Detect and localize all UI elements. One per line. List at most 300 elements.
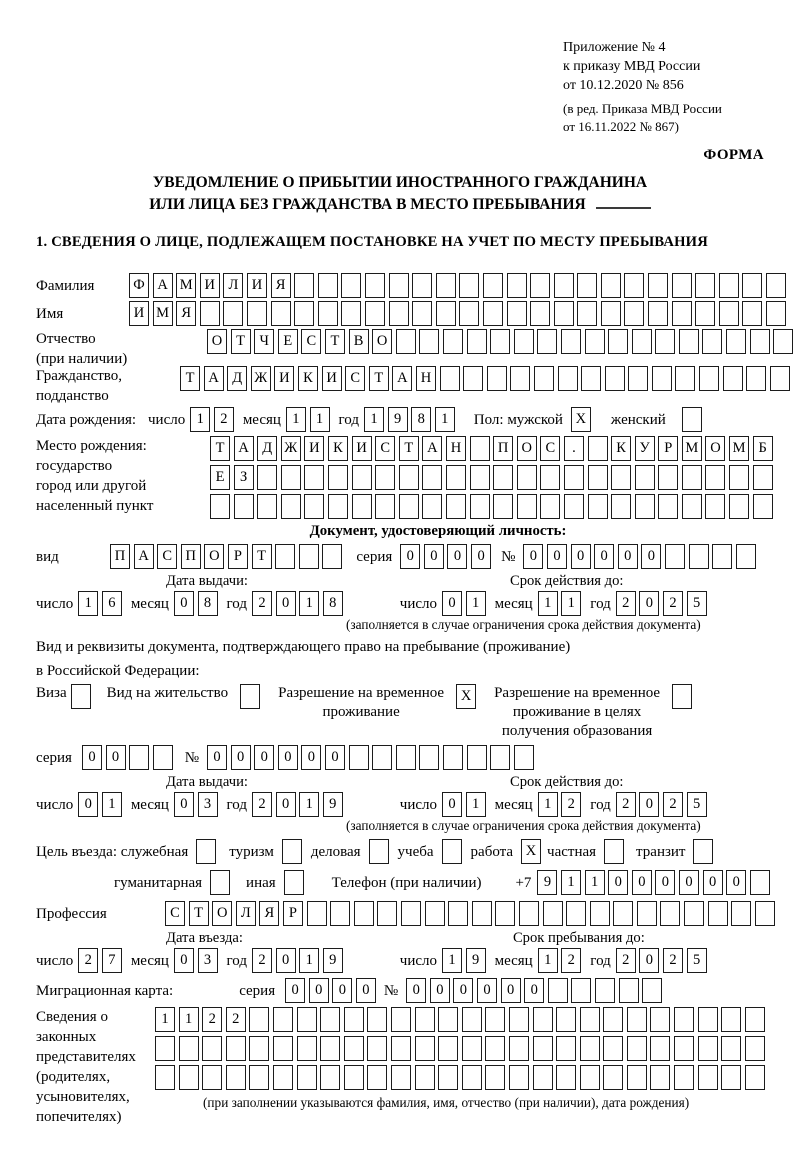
char-cell: 1 — [561, 870, 581, 895]
char-cell: 2 — [252, 792, 272, 817]
char-cell — [540, 465, 560, 490]
purpose-row — [36, 839, 790, 864]
entry-date-headers — [36, 929, 790, 947]
form-title-line2: ИЛИ ЛИЦА БЕЗ ГРАЖДАНСТВА В МЕСТО ПРЕБЫВАНИЯ — [0, 194, 800, 216]
birthplace-cells-row3 — [210, 494, 773, 519]
char-cell: 8 — [323, 591, 343, 616]
char-cell: И — [129, 301, 149, 326]
stay-number-cells — [207, 745, 534, 770]
char-cell: 1 — [364, 407, 384, 432]
purpose-official-checkbox — [196, 839, 216, 864]
char-cell: 0 — [703, 870, 723, 895]
birthplace-label: Место рождения: государство город или другой населенный пункт — [36, 438, 154, 514]
char-cell — [462, 1007, 482, 1032]
birthplace-cells-row2 — [210, 465, 773, 490]
char-cell: Н — [446, 436, 466, 461]
char-cell: О — [705, 436, 725, 461]
char-cell — [372, 745, 392, 770]
stay-doc-dates-row — [36, 792, 790, 817]
char-cell: 1 — [102, 792, 122, 817]
surname-row — [36, 273, 790, 298]
char-cell: М — [176, 273, 196, 298]
char-cell — [635, 465, 655, 490]
entry-date-group: число 2 7 месяц 0 3 год 2 0 1 9 — [36, 948, 352, 973]
purpose-tourism-group: туризм — [229, 839, 302, 864]
char-cell: З — [234, 465, 254, 490]
birth-month-cells — [286, 407, 330, 432]
char-cell: X — [571, 407, 591, 432]
char-cell: И — [247, 273, 267, 298]
char-cell: Ж — [251, 366, 271, 391]
stay-expiry-group: число 0 1 месяц 1 2 год 2 0 2 5 — [400, 792, 716, 817]
char-cell — [561, 329, 581, 354]
char-cell — [440, 366, 460, 391]
char-cell — [284, 870, 304, 895]
char-cell: Т — [399, 436, 419, 461]
char-cell — [514, 745, 534, 770]
char-cell — [281, 465, 301, 490]
char-cell: 1 — [310, 407, 330, 432]
char-cell — [240, 684, 260, 709]
char-cell — [674, 1007, 694, 1032]
char-cell — [377, 901, 397, 926]
char-cell — [419, 329, 439, 354]
char-cell — [699, 366, 719, 391]
char-cell — [275, 544, 295, 569]
char-cell — [412, 273, 432, 298]
char-cell — [702, 329, 722, 354]
stay-issue-year-cells — [252, 792, 343, 817]
char-cell: 1 — [78, 591, 98, 616]
char-cell — [534, 366, 554, 391]
char-cell — [682, 407, 702, 432]
char-cell — [595, 978, 615, 1003]
char-cell: 0 — [78, 792, 98, 817]
stay-until-year-cells — [616, 948, 707, 973]
char-cell — [698, 1036, 718, 1061]
id-expiry-day-cells — [442, 591, 486, 616]
char-cell — [674, 1036, 694, 1061]
char-cell — [470, 436, 490, 461]
char-cell: 0 — [442, 591, 462, 616]
visa-checkbox — [71, 684, 91, 709]
entry-month-cells — [174, 948, 218, 973]
char-cell: К — [328, 436, 348, 461]
id-series-label: серия — [356, 548, 393, 565]
purpose-private-group: частная — [547, 839, 624, 864]
char-cell — [577, 273, 597, 298]
char-cell: И — [322, 366, 342, 391]
purpose-work-group: работа X — [471, 839, 542, 864]
char-cell: 2 — [78, 948, 98, 973]
char-cell: 0 — [276, 792, 296, 817]
char-cell: 1 — [466, 591, 486, 616]
char-cell — [619, 978, 639, 1003]
visa-group — [36, 684, 91, 709]
char-cell — [509, 1036, 529, 1061]
id-issue-month-cells — [174, 591, 218, 616]
char-cell: 0 — [332, 978, 352, 1003]
char-cell: И — [304, 436, 324, 461]
id-number-cells — [523, 544, 755, 569]
id-issue-day-cells — [78, 591, 122, 616]
char-cell: 2 — [252, 948, 272, 973]
char-cell — [294, 301, 314, 326]
name-label: Имя — [36, 305, 64, 322]
char-cell: Р — [658, 436, 678, 461]
char-cell — [422, 494, 442, 519]
visa-label: Виза — [36, 685, 67, 701]
char-cell: О — [207, 329, 227, 354]
char-cell — [507, 301, 527, 326]
char-cell — [580, 1007, 600, 1032]
phone-cells — [537, 870, 769, 895]
char-cell — [665, 544, 685, 569]
edu-residence-checkbox — [672, 684, 692, 709]
char-cell — [655, 329, 675, 354]
char-cell — [369, 839, 389, 864]
birth-year-cells — [364, 407, 455, 432]
char-cell: 0 — [594, 544, 614, 569]
char-cell: 0 — [447, 544, 467, 569]
doc-kind-label: вид — [36, 548, 59, 565]
char-cell — [399, 465, 419, 490]
char-cell: П — [181, 544, 201, 569]
char-cell — [389, 273, 409, 298]
birthplace-row — [36, 436, 790, 519]
stay-until-group: число 1 9 месяц 1 2 год 2 0 2 5 — [400, 948, 716, 973]
char-cell: 1 — [179, 1007, 199, 1032]
char-cell — [485, 1007, 505, 1032]
char-cell — [367, 1036, 387, 1061]
char-cell — [635, 494, 655, 519]
doc-kind-cells — [110, 544, 342, 569]
char-cell: М — [153, 301, 173, 326]
char-cell: 1 — [299, 948, 319, 973]
migration-card-label: Миграционная карта: — [36, 982, 174, 999]
char-cell — [155, 1036, 175, 1061]
char-cell — [648, 273, 668, 298]
expiry-note: (заполняется в случае ограничения срока действия документа) — [346, 818, 701, 833]
char-cell: 0 — [276, 591, 296, 616]
char-cell — [571, 978, 591, 1003]
char-cell — [443, 329, 463, 354]
char-cell: С — [165, 901, 185, 926]
char-cell — [129, 745, 149, 770]
section1-heading: 1. СВЕДЕНИЯ О ЛИЦЕ, ПОДЛЕЖАЩЕМ ПОСТАНОВКЕ НА УЧЕТ ПО МЕСТУ ПРЕБЫВАНИЯ — [36, 234, 708, 250]
char-cell — [766, 301, 786, 326]
sex-female-checkbox — [682, 407, 702, 432]
char-cell — [399, 494, 419, 519]
char-cell — [391, 1065, 411, 1090]
stay-doc-line1: Вид и реквизиты документа, подтверждающего право на пребывание (проживание) — [36, 639, 571, 655]
char-cell: Т — [252, 544, 272, 569]
char-cell — [708, 901, 728, 926]
char-cell — [509, 1065, 529, 1090]
char-cell — [712, 544, 732, 569]
name-cells — [129, 301, 786, 326]
name-row — [36, 301, 790, 326]
char-cell — [365, 273, 385, 298]
char-cell — [490, 329, 510, 354]
char-cell: 0 — [679, 870, 699, 895]
char-cell: Я — [176, 301, 196, 326]
char-cell: Р — [283, 901, 303, 926]
char-cell — [517, 465, 537, 490]
char-cell — [282, 839, 302, 864]
profession-label: Профессия — [36, 905, 107, 922]
char-cell: 9 — [388, 407, 408, 432]
char-cell — [672, 684, 692, 709]
char-cell — [554, 273, 574, 298]
char-cell — [611, 465, 631, 490]
patronymic-label: Отчество (при наличии) — [36, 331, 128, 367]
char-cell — [470, 494, 490, 519]
char-cell — [307, 901, 327, 926]
char-cell: 1 — [190, 407, 210, 432]
char-cell — [487, 366, 507, 391]
revision-block — [563, 100, 722, 136]
sex-male-label: Пол: мужской — [473, 411, 563, 428]
char-cell: С — [375, 436, 395, 461]
char-cell: 1 — [299, 591, 319, 616]
char-cell: Н — [416, 366, 436, 391]
char-cell — [605, 366, 625, 391]
char-cell — [438, 1065, 458, 1090]
edu-residence-group — [494, 684, 692, 741]
char-cell: 0 — [477, 978, 497, 1003]
citizenship-row — [36, 366, 790, 403]
char-cell: О — [212, 901, 232, 926]
char-cell — [344, 1007, 364, 1032]
char-cell: 2 — [616, 948, 636, 973]
edu-residence-label: Разрешение на временное проживание в целях получения образования — [494, 685, 661, 739]
char-cell — [679, 329, 699, 354]
char-cell: 0 — [618, 544, 638, 569]
char-cell — [590, 901, 610, 926]
char-cell: 9 — [537, 870, 557, 895]
char-cell — [304, 465, 324, 490]
char-cell: 2 — [616, 591, 636, 616]
stay-expiry-year-cells — [616, 792, 707, 817]
purpose-private-checkbox — [604, 839, 624, 864]
char-cell: 0 — [639, 591, 659, 616]
char-cell: 8 — [411, 407, 431, 432]
char-cell — [459, 301, 479, 326]
char-cell: 0 — [639, 948, 659, 973]
temp-residence-checkbox — [456, 684, 476, 709]
id-expiry-year-cells — [616, 591, 707, 616]
char-cell: А — [422, 436, 442, 461]
char-cell — [318, 301, 338, 326]
char-cell — [297, 1036, 317, 1061]
char-cell: 0 — [309, 978, 329, 1003]
char-cell — [412, 301, 432, 326]
char-cell: 1 — [538, 948, 558, 973]
char-cell — [273, 1065, 293, 1090]
char-cell: 2 — [663, 948, 683, 973]
char-cell — [495, 901, 515, 926]
char-cell — [637, 901, 657, 926]
char-cell: 0 — [174, 591, 194, 616]
char-cell — [632, 329, 652, 354]
char-cell — [613, 901, 633, 926]
char-cell: 0 — [424, 544, 444, 569]
char-cell — [493, 494, 513, 519]
char-cell — [179, 1065, 199, 1090]
issue-date-label: Дата выдачи: — [166, 573, 248, 589]
migration-card-row — [36, 978, 790, 1003]
representatives-label: Сведения о законных представителях (родителях, усыновителях, попечителях) — [36, 1009, 136, 1125]
char-cell — [672, 301, 692, 326]
stay-series-label: серия — [36, 749, 72, 766]
char-cell — [247, 301, 267, 326]
char-cell — [223, 301, 243, 326]
char-cell: А — [204, 366, 224, 391]
char-cell: 0 — [254, 745, 274, 770]
stay-doc-date-headers — [36, 773, 790, 791]
char-cell: К — [611, 436, 631, 461]
char-cell — [422, 465, 442, 490]
char-cell — [533, 1065, 553, 1090]
purpose-official-group: Цель въезда: служебная — [36, 839, 216, 864]
representatives-cells-row1 — [155, 1007, 765, 1032]
char-cell — [396, 745, 416, 770]
stay-issue-group: число 0 1 месяц 0 3 год 2 0 1 9 — [36, 792, 352, 817]
char-cell — [736, 544, 756, 569]
expiry-note: (заполняется в случае ограничения срока действия документа) — [346, 617, 701, 632]
char-cell — [548, 978, 568, 1003]
char-cell — [695, 301, 715, 326]
char-cell — [745, 1007, 765, 1032]
char-cell — [580, 1036, 600, 1061]
char-cell — [682, 465, 702, 490]
entry-dates-row — [36, 948, 790, 973]
char-cell — [648, 301, 668, 326]
stay-issue-day-cells — [78, 792, 122, 817]
char-cell: 0 — [400, 544, 420, 569]
char-cell: 1 — [538, 591, 558, 616]
char-cell — [745, 1065, 765, 1090]
char-cell — [533, 1007, 553, 1032]
birthplace-cells-row1 — [210, 436, 773, 461]
char-cell — [627, 1007, 647, 1032]
char-cell: 0 — [325, 745, 345, 770]
char-cell — [352, 465, 372, 490]
id-doc-row — [36, 544, 790, 569]
char-cell — [349, 745, 369, 770]
phone-prefix: +7 — [515, 874, 532, 891]
char-cell — [773, 329, 793, 354]
char-cell — [234, 494, 254, 519]
char-cell — [155, 1065, 175, 1090]
char-cell: 2 — [663, 792, 683, 817]
char-cell — [556, 1065, 576, 1090]
sex-female-label: женский — [610, 411, 666, 428]
char-cell — [603, 1065, 623, 1090]
char-cell: 1 — [435, 407, 455, 432]
char-cell: М — [682, 436, 702, 461]
char-cell — [540, 494, 560, 519]
char-cell: С — [540, 436, 560, 461]
char-cell: 1 — [442, 948, 462, 973]
purpose-transit-group: транзит — [636, 839, 713, 864]
id-doc-dates-row — [36, 591, 790, 616]
char-cell — [297, 1065, 317, 1090]
char-cell: 0 — [174, 792, 194, 817]
char-cell: . — [564, 436, 584, 461]
id-doc-heading: Документ, удостоверяющий личность: — [309, 523, 567, 539]
char-cell: 0 — [82, 745, 102, 770]
birthdate-row — [36, 407, 790, 432]
char-cell: 2 — [561, 948, 581, 973]
char-cell — [257, 494, 277, 519]
char-cell — [627, 1065, 647, 1090]
char-cell — [689, 544, 709, 569]
birthplace-cells-block — [210, 436, 773, 519]
char-cell — [462, 1065, 482, 1090]
appendix-line: к приказу МВД России — [563, 59, 701, 74]
stay-expiry-month-cells — [538, 792, 582, 817]
char-cell: О — [372, 329, 392, 354]
char-cell — [375, 494, 395, 519]
char-cell — [705, 494, 725, 519]
char-cell: 1 — [561, 591, 581, 616]
char-cell — [603, 1007, 623, 1032]
char-cell — [249, 1065, 269, 1090]
char-cell: И — [200, 273, 220, 298]
char-cell: 0 — [106, 745, 126, 770]
purpose-other-group: иная — [246, 870, 304, 895]
char-cell — [537, 329, 557, 354]
char-cell — [642, 978, 662, 1003]
char-cell — [249, 1007, 269, 1032]
char-cell — [299, 544, 319, 569]
char-cell: 2 — [252, 591, 272, 616]
char-cell — [320, 1007, 340, 1032]
stay-until-label: Срок пребывания до: — [512, 930, 645, 946]
char-cell: Я — [259, 901, 279, 926]
char-cell — [755, 901, 775, 926]
char-cell — [341, 273, 361, 298]
char-cell: К — [298, 366, 318, 391]
stay-number-label: № — [184, 749, 200, 766]
char-cell: Е — [278, 329, 298, 354]
char-cell — [658, 465, 678, 490]
mc-number-label: № — [383, 982, 399, 999]
char-cell — [627, 1036, 647, 1061]
char-cell — [564, 494, 584, 519]
purpose-business-checkbox — [369, 839, 389, 864]
char-cell — [401, 901, 421, 926]
char-cell: 2 — [226, 1007, 246, 1032]
id-expiry-month-cells — [538, 591, 582, 616]
char-cell — [530, 273, 550, 298]
id-doc-date-headers — [36, 572, 790, 590]
char-cell — [365, 301, 385, 326]
temp-residence-label: Разрешение на временное проживание — [278, 685, 445, 720]
char-cell: 5 — [687, 591, 707, 616]
char-cell: Ф — [129, 273, 149, 298]
char-cell — [650, 1065, 670, 1090]
char-cell — [463, 366, 483, 391]
char-cell: 0 — [430, 978, 450, 1003]
char-cell — [200, 301, 220, 326]
char-cell — [742, 301, 762, 326]
char-cell: У — [635, 436, 655, 461]
purpose-study-checkbox — [442, 839, 462, 864]
profession-row — [36, 901, 790, 926]
